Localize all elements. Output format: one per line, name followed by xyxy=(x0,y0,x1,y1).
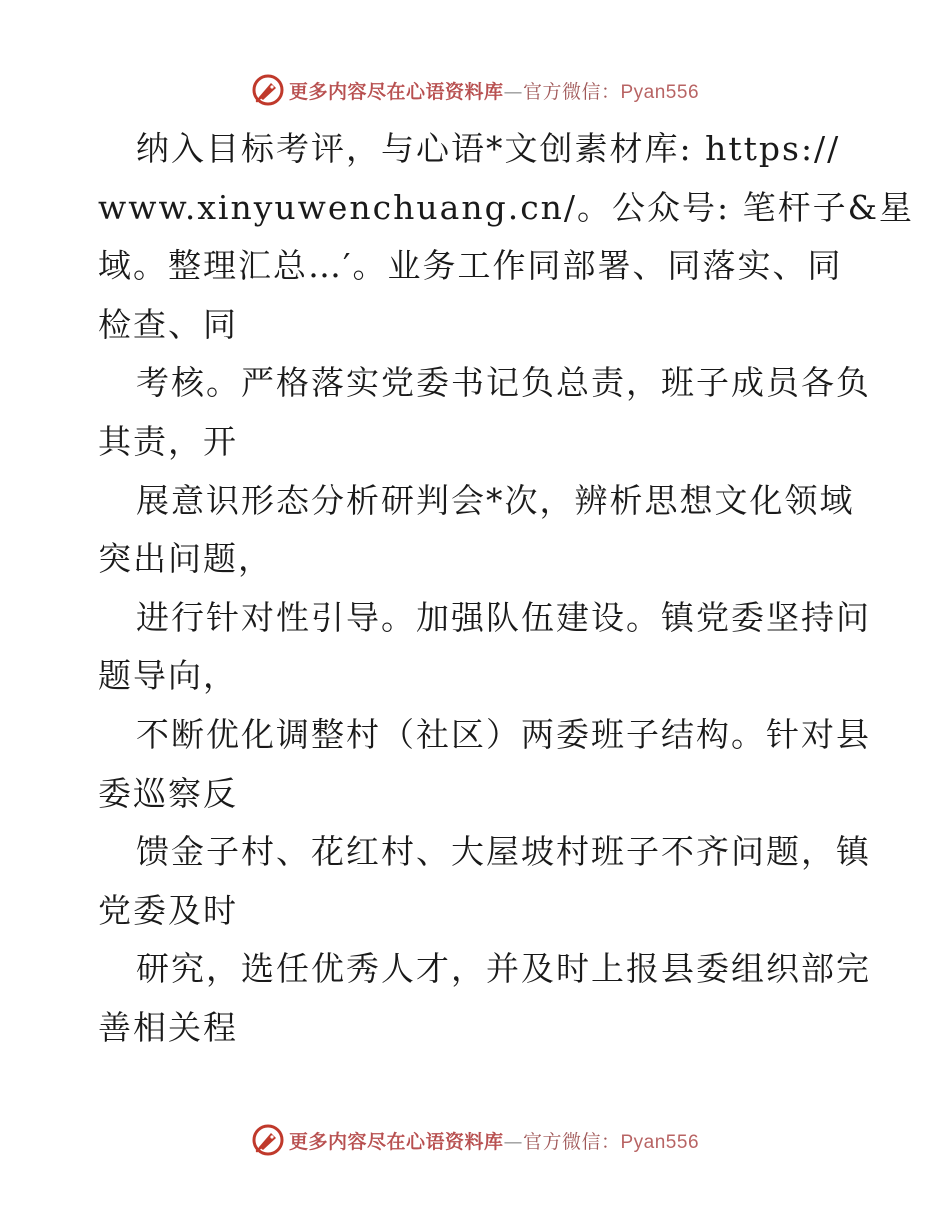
body-line: 其责，开 xyxy=(98,421,238,461)
header-banner xyxy=(0,70,950,110)
banner-wechat-id: Pyan556 xyxy=(620,81,700,103)
banner-sub-text: 官方微信： xyxy=(522,1130,621,1153)
footer-banner-content xyxy=(251,1123,699,1157)
body-line: 考核。严格落实党委书记负总责，班子成员各负 xyxy=(136,363,871,403)
body-line: 委巡察反 xyxy=(98,773,238,813)
banner-separator: — xyxy=(503,1130,523,1153)
body-line: 研究，选任优秀人才，并及时上报县委组织部完 xyxy=(136,949,871,989)
banner-separator: — xyxy=(503,80,523,103)
body-line: 题导向， xyxy=(98,656,238,696)
footer-banner xyxy=(0,1120,950,1160)
body-line: 域。整理汇总…′。业务工作同部署、同落实、同 xyxy=(98,246,843,286)
banner-main-text: 更多内容尽在心语资料库 xyxy=(288,1130,504,1153)
banner-text xyxy=(289,77,699,104)
body-line: 检查、同 xyxy=(98,304,238,344)
body-line: 馈金子村、花红村、大屋坡村班子不齐问题，镇 xyxy=(136,832,871,872)
body-line: 纳入目标考评，与心语*文创素材库: https:// xyxy=(136,129,841,168)
body-line: www.xinyuwenchuang.cn/。公众号: 笔杆子&星 xyxy=(98,187,915,227)
body-line: 党委及时 xyxy=(98,890,238,930)
body-line: 突出问题， xyxy=(98,539,273,579)
banner-sub-text: 官方微信： xyxy=(522,80,621,103)
body-line: 展意识形态分析研判会*次，辨析思想文化领域 xyxy=(136,480,855,520)
header-banner-content xyxy=(251,73,699,107)
banner-wechat-id: Pyan556 xyxy=(620,1131,700,1153)
document-body xyxy=(98,120,915,1058)
body-line: 进行针对性引导。加强队伍建设。镇党委坚持问 xyxy=(136,597,871,637)
pen-nib-logo-icon xyxy=(251,73,285,107)
body-line: 善相关程 xyxy=(98,1007,238,1047)
banner-text xyxy=(289,1127,699,1154)
body-line: 不断优化调整村（社区）两委班子结构。针对县 xyxy=(136,714,871,754)
banner-main-text: 更多内容尽在心语资料库 xyxy=(288,80,504,103)
pen-nib-logo-icon xyxy=(251,1123,285,1157)
